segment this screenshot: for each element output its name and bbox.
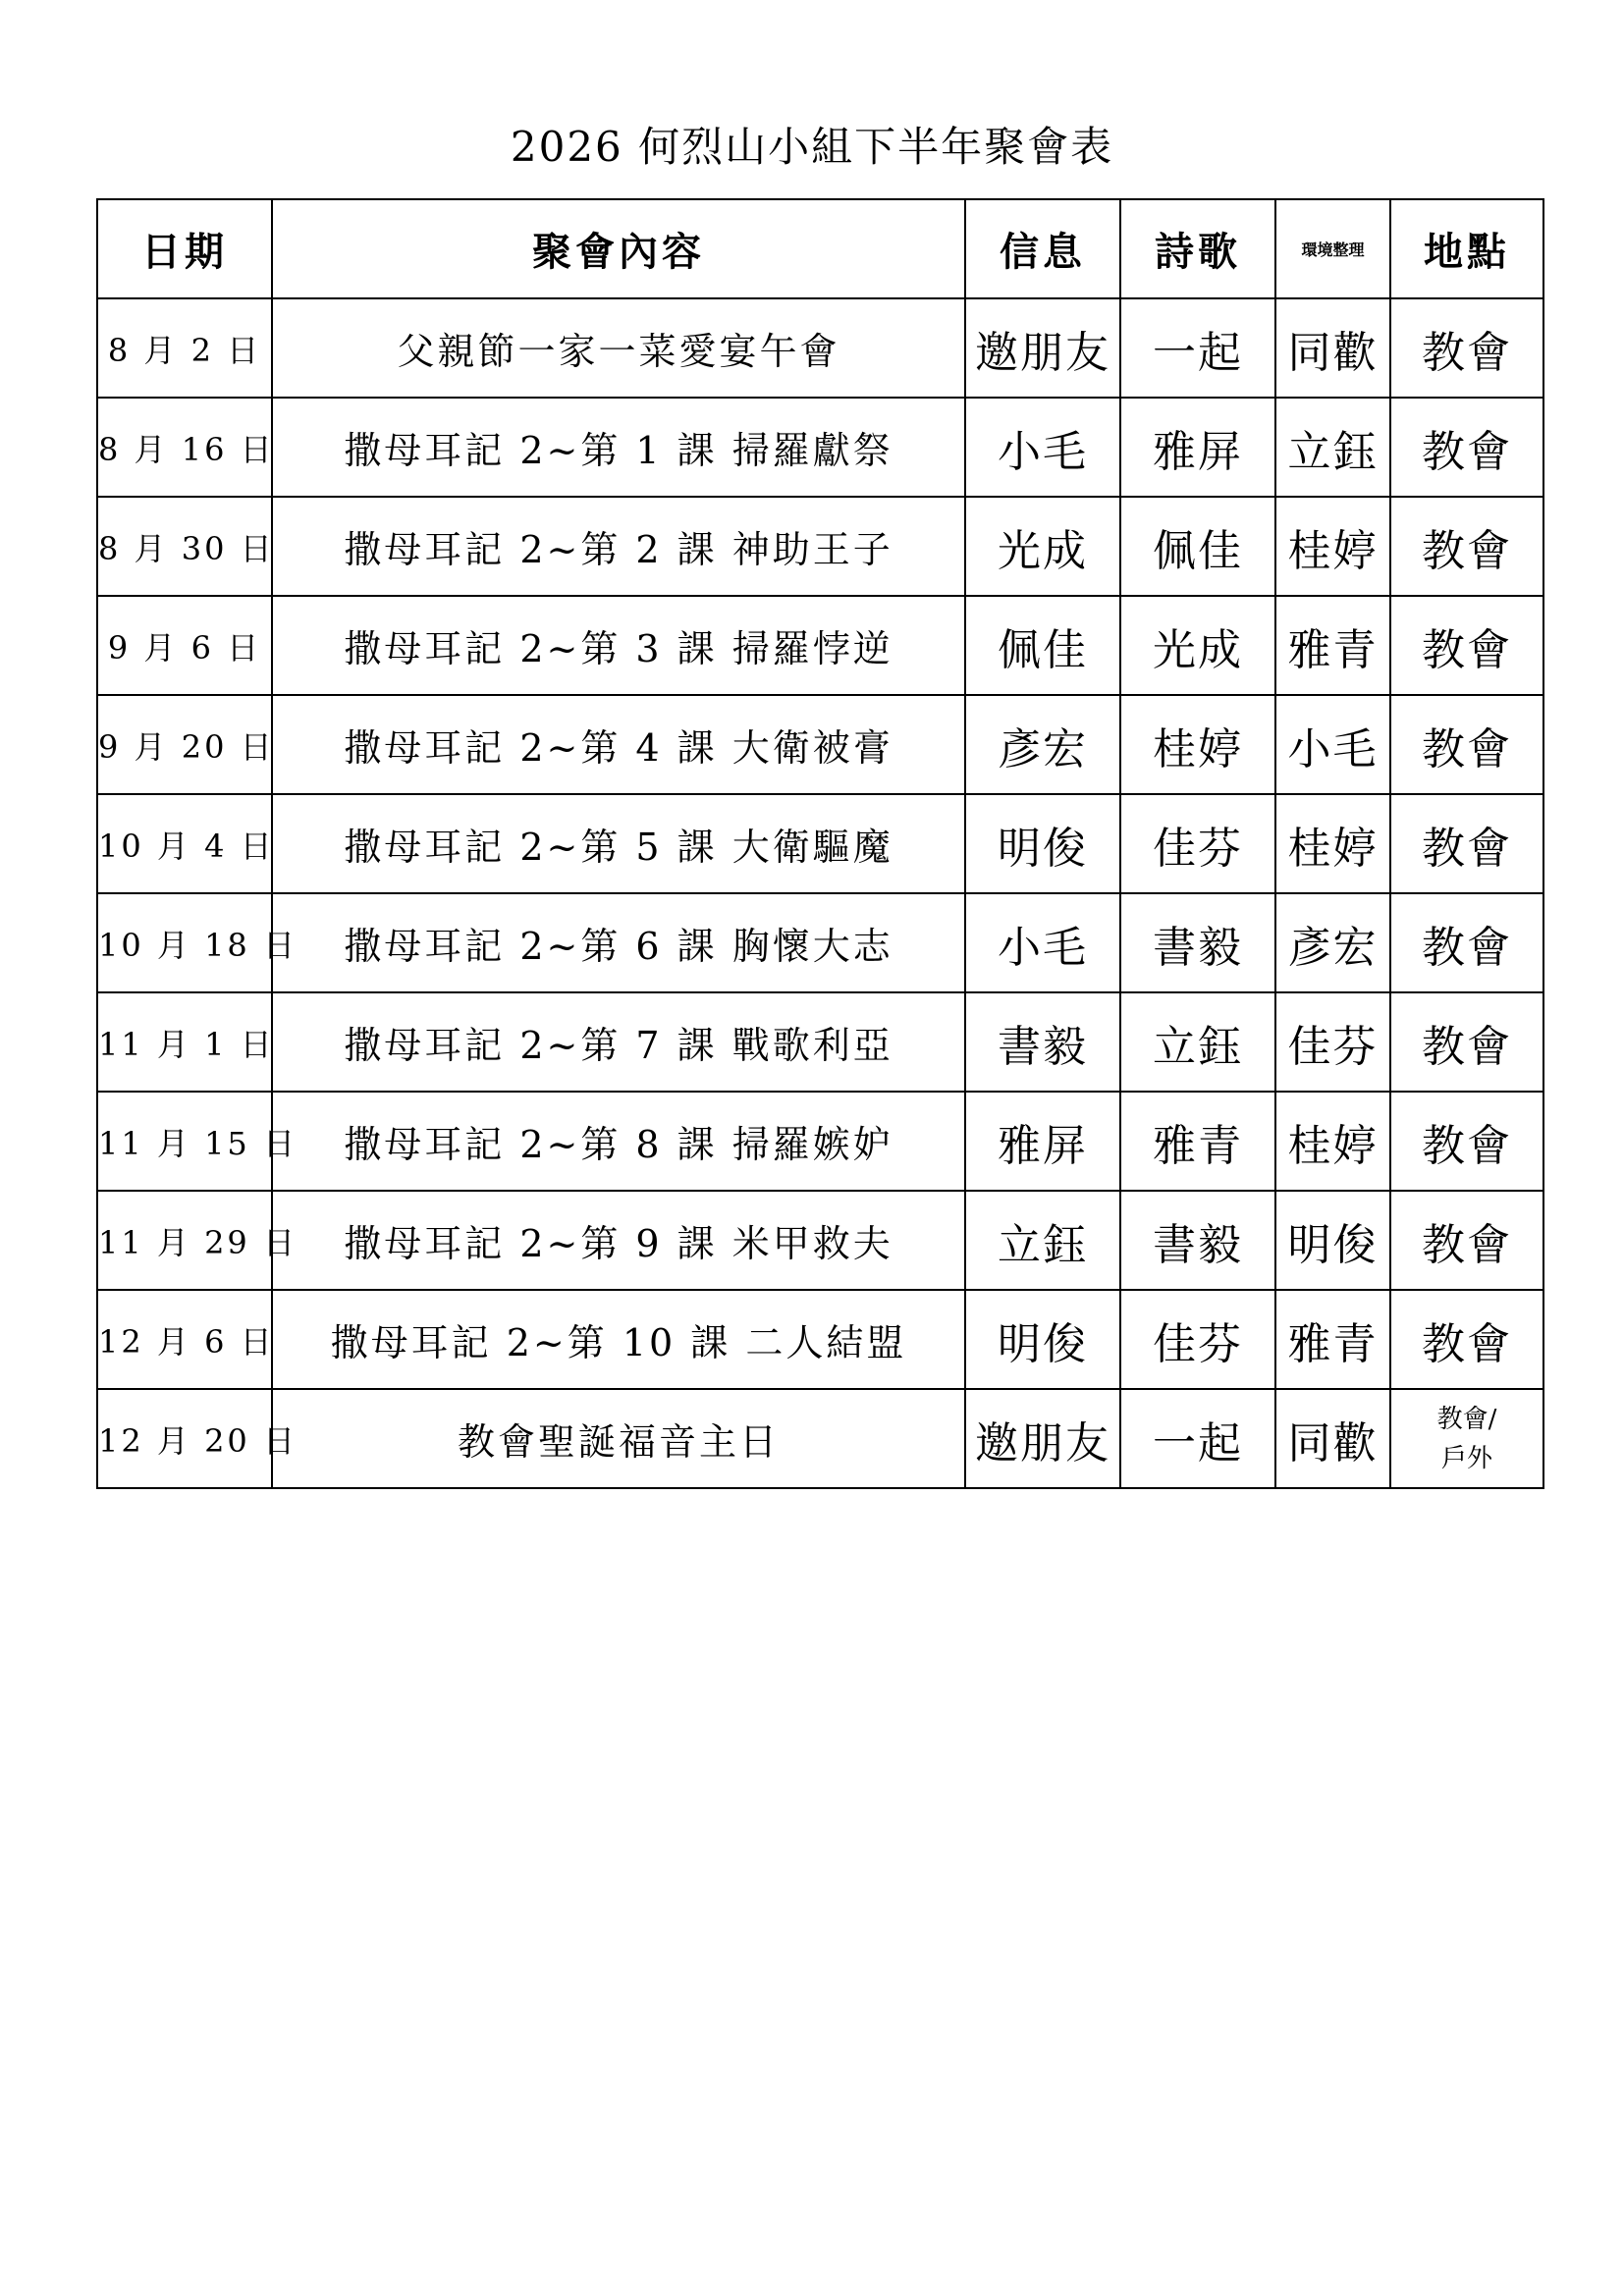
- row-content: 教會聖誕福音主日: [272, 1389, 965, 1488]
- row-content: 撒母耳記 2~第 5 課 大衛驅魔: [272, 794, 965, 893]
- row-message: 光成: [965, 497, 1120, 596]
- row-hymn: 一起: [1120, 298, 1275, 398]
- table-row: [97, 1191, 1543, 1290]
- header-message: 信息: [965, 199, 1120, 298]
- row-message: 立鈺: [965, 1191, 1120, 1290]
- row-message: 明俊: [965, 1290, 1120, 1389]
- row-date: 8 月 30 日: [97, 497, 272, 596]
- location-line-2: 戶外: [1440, 1443, 1492, 1473]
- row-hymn: 佳芬: [1120, 794, 1275, 893]
- table-row: [97, 398, 1543, 497]
- row-location: 教會: [1390, 1092, 1543, 1191]
- table-row: [97, 1290, 1543, 1389]
- row-date: 10 月 4 日: [97, 794, 272, 893]
- row-cleaning: 同歡: [1275, 1389, 1390, 1488]
- row-hymn: 佩佳: [1120, 497, 1275, 596]
- row-content: 撒母耳記 2~第 8 課 掃羅嫉妒: [272, 1092, 965, 1191]
- header-hymn: 詩歌: [1120, 199, 1275, 298]
- row-location: [1390, 1389, 1543, 1488]
- row-message: 雅屏: [965, 1092, 1120, 1191]
- row-date: 9 月 6 日: [97, 596, 272, 695]
- row-message: 明俊: [965, 794, 1120, 893]
- row-message: 邀朋友: [965, 1389, 1120, 1488]
- row-content: 撒母耳記 2~第 3 課 掃羅悖逆: [272, 596, 965, 695]
- row-hymn: 立鈺: [1120, 992, 1275, 1092]
- row-hymn: 雅屏: [1120, 398, 1275, 497]
- row-hymn: 雅青: [1120, 1092, 1275, 1191]
- row-date: 9 月 20 日: [97, 695, 272, 794]
- row-cleaning: 桂婷: [1275, 497, 1390, 596]
- row-hymn: 光成: [1120, 596, 1275, 695]
- row-cleaning: 小毛: [1275, 695, 1390, 794]
- row-cleaning: 桂婷: [1275, 1092, 1390, 1191]
- table-row: [97, 1389, 1543, 1488]
- row-date: 11 月 29 日: [97, 1191, 272, 1290]
- table-row: [97, 497, 1543, 596]
- row-date: 11 月 1 日: [97, 992, 272, 1092]
- header-date: 日期: [97, 199, 272, 298]
- row-content: 撒母耳記 2~第 4 課 大衛被膏: [272, 695, 965, 794]
- row-date: 10 月 18 日: [97, 893, 272, 992]
- row-cleaning: 雅青: [1275, 1290, 1390, 1389]
- row-hymn: 一起: [1120, 1389, 1275, 1488]
- table-row: [97, 1092, 1543, 1191]
- row-content: 撒母耳記 2~第 9 課 米甲救夫: [272, 1191, 965, 1290]
- row-location: 教會: [1390, 398, 1543, 497]
- row-message: 彥宏: [965, 695, 1120, 794]
- table-row: [97, 992, 1543, 1092]
- table-row: [97, 298, 1543, 398]
- row-location: 教會: [1390, 298, 1543, 398]
- schedule-table: [96, 198, 1544, 1489]
- row-date: 12 月 6 日: [97, 1290, 272, 1389]
- row-cleaning: 同歡: [1275, 298, 1390, 398]
- row-cleaning: 雅青: [1275, 596, 1390, 695]
- row-date: 12 月 20 日: [97, 1389, 272, 1488]
- row-location: 教會: [1390, 596, 1543, 695]
- row-hymn: 書毅: [1120, 893, 1275, 992]
- row-location: 教會: [1390, 497, 1543, 596]
- row-cleaning: 立鈺: [1275, 398, 1390, 497]
- header-content: 聚會內容: [272, 199, 965, 298]
- row-date: 8 月 2 日: [97, 298, 272, 398]
- row-location: 教會: [1390, 794, 1543, 893]
- table-row: [97, 695, 1543, 794]
- row-message: 小毛: [965, 893, 1120, 992]
- row-content: 撒母耳記 2~第 10 課 二人結盟: [272, 1290, 965, 1389]
- table-header-row: [97, 199, 1543, 298]
- row-content: 撒母耳記 2~第 1 課 掃羅獻祭: [272, 398, 965, 497]
- location-line-1: 教會/: [1436, 1404, 1497, 1434]
- row-message: 小毛: [965, 398, 1120, 497]
- row-content: 撒母耳記 2~第 6 課 胸懷大志: [272, 893, 965, 992]
- page-title: 2026 何烈山小組下半年聚會表: [510, 123, 1114, 171]
- row-date: 11 月 15 日: [97, 1092, 272, 1191]
- table-row: [97, 893, 1543, 992]
- row-message: 書毅: [965, 992, 1120, 1092]
- row-hymn: 佳芬: [1120, 1290, 1275, 1389]
- row-content: 撒母耳記 2~第 2 課 神助王子: [272, 497, 965, 596]
- row-location: 教會: [1390, 1191, 1543, 1290]
- row-message: 邀朋友: [965, 298, 1120, 398]
- row-cleaning: 明俊: [1275, 1191, 1390, 1290]
- row-hymn: 書毅: [1120, 1191, 1275, 1290]
- row-hymn: 桂婷: [1120, 695, 1275, 794]
- row-cleaning: 佳芬: [1275, 992, 1390, 1092]
- row-location: 教會: [1390, 893, 1543, 992]
- table-row: [97, 794, 1543, 893]
- row-date: 8 月 16 日: [97, 398, 272, 497]
- table-row: [97, 596, 1543, 695]
- header-location: 地點: [1390, 199, 1543, 298]
- row-content: 撒母耳記 2~第 7 課 戰歌利亞: [272, 992, 965, 1092]
- row-location: 教會: [1390, 992, 1543, 1092]
- row-location: 教會: [1390, 1290, 1543, 1389]
- row-content: 父親節一家一菜愛宴午會: [272, 298, 965, 398]
- row-location: 教會: [1390, 695, 1543, 794]
- row-cleaning: 彥宏: [1275, 893, 1390, 992]
- row-cleaning: 桂婷: [1275, 794, 1390, 893]
- row-message: 佩佳: [965, 596, 1120, 695]
- header-cleaning: 環境整理: [1275, 199, 1390, 298]
